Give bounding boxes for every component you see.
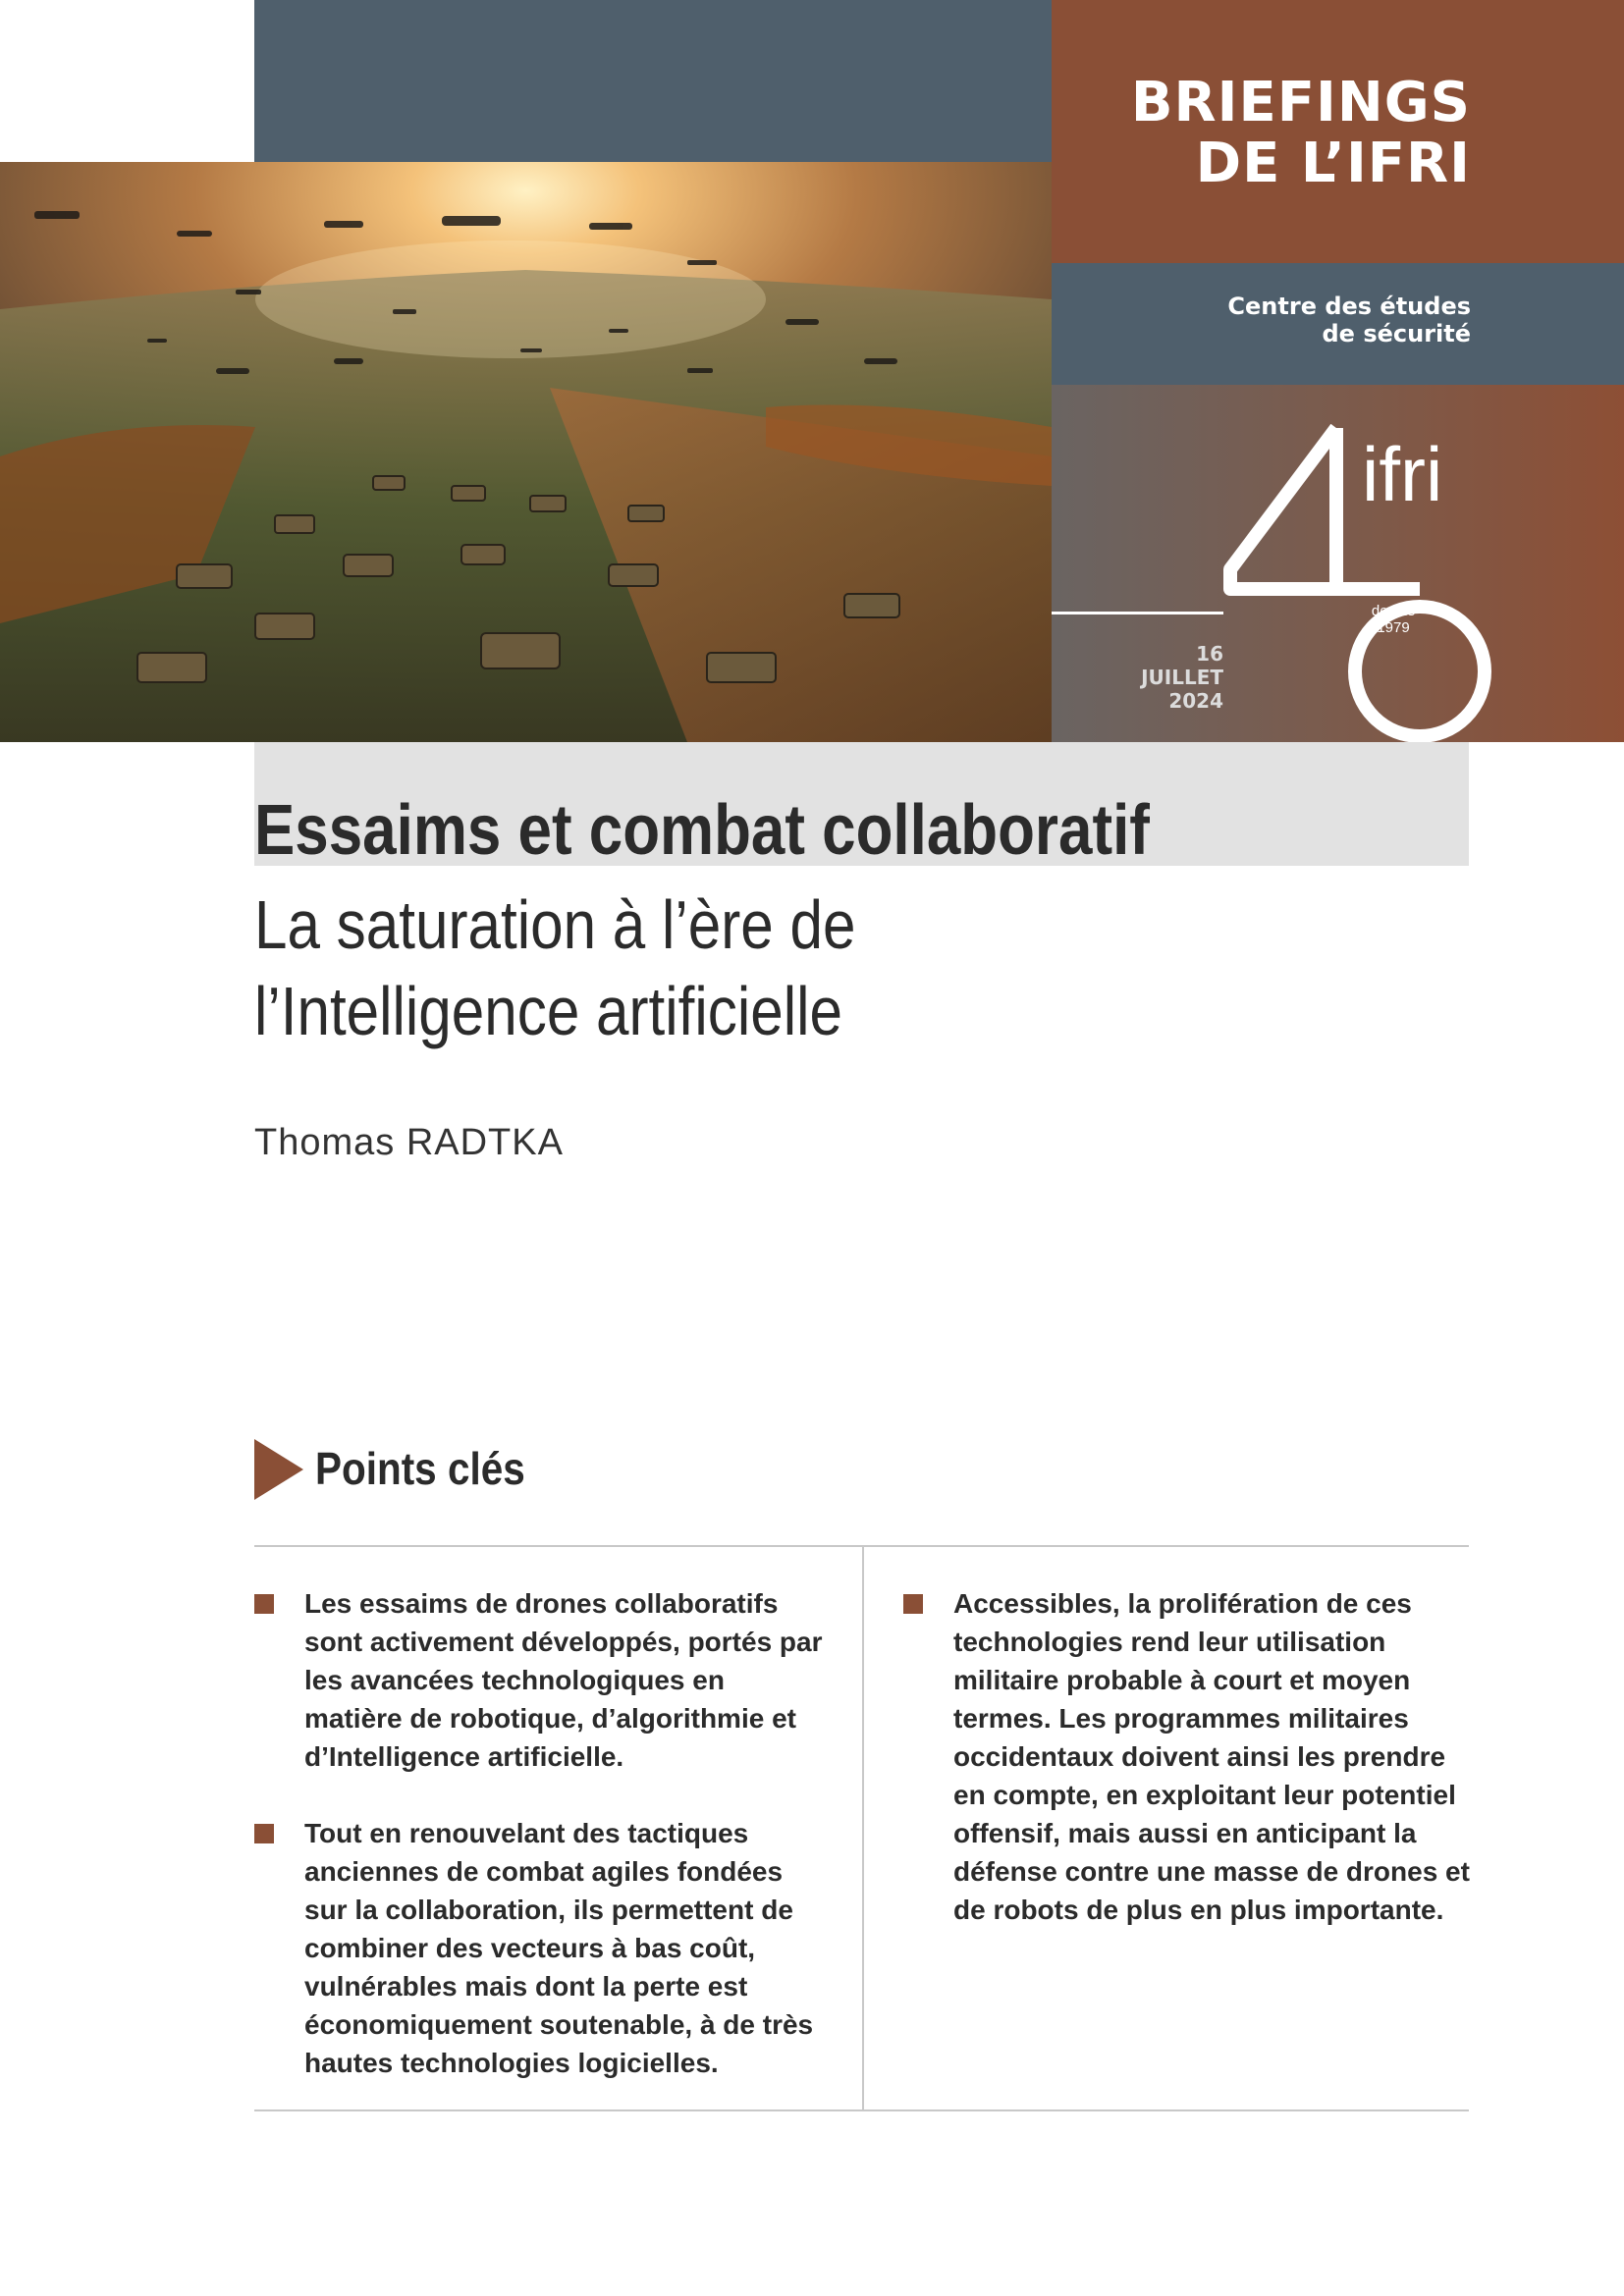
key-point-text: Les essaims de drones collaboratifs sont activement développés, portés par les avancées technologiques en matière de robotique, d’algorithmie et d’Intelligence artificielle. <box>304 1588 823 1772</box>
key-points-right-column <box>903 1584 1483 1967</box>
series-title-line-2: DE L’IFRI <box>1195 132 1471 195</box>
date-rule <box>1052 612 1223 614</box>
author-name: Thomas RADTKA <box>254 1122 564 1163</box>
key-points-left-column <box>254 1584 824 2120</box>
cover-photo-drone-swarm <box>0 162 1052 742</box>
key-point-text: Accessibles, la prolifération de ces technologies rend leur utilisation militaire probable à court et moyen termes. Les programmes militaires occidentaux doivent ainsi les prendre en compte, en exploitant leur potentiel offensif, mais aussi en anticipant la défense contre une masse de drones et de robots de plus en plus importante. <box>953 1588 1470 1925</box>
since-label <box>1354 603 1433 636</box>
research-center-box <box>1052 263 1624 385</box>
header-slate-band <box>254 0 1052 162</box>
square-bullet-icon <box>254 1824 274 1843</box>
research-center-name <box>1227 293 1471 347</box>
key-points-column-divider <box>862 1547 864 2109</box>
since-year: 1979 <box>1377 619 1410 636</box>
key-point-text: Tout en renouvelant des tactiques anciennes de combat agiles fondées sur la collaboration, ils permettent de combiner des vecteurs à bas coût, vulnérables mais dont la perte est économiquement soutenable, à de très hautes technologies logicielles. <box>304 1818 814 2078</box>
series-title <box>1131 73 1471 194</box>
date-month: JUILLET <box>1141 666 1223 689</box>
center-name-line-1: Centre des études <box>1227 293 1471 320</box>
ifri-45-logo <box>1218 424 1543 748</box>
key-point-item <box>254 1814 824 2082</box>
key-points-heading: Points clés <box>315 1443 525 1494</box>
document-title: Essaims et combat collaboratif <box>254 791 1150 870</box>
date-year: 2024 <box>1168 689 1223 713</box>
play-triangle-icon <box>254 1439 303 1500</box>
center-name-line-2: de sécurité <box>1322 320 1471 347</box>
document-subtitle: La saturation à l’ère de l’Intelligence artificielle <box>254 886 856 1049</box>
series-brand-box <box>1052 0 1624 263</box>
series-title-line-1: BRIEFINGS <box>1130 71 1471 134</box>
ifri-logo-text: ifri <box>1362 431 1443 517</box>
anniversary-box <box>1052 385 1624 742</box>
square-bullet-icon <box>254 1594 274 1614</box>
date-day: 16 <box>1196 642 1223 666</box>
since-word: depuis <box>1371 603 1416 619</box>
square-bullet-icon <box>903 1594 923 1614</box>
publication-date <box>1091 642 1223 713</box>
key-point-item <box>903 1584 1483 1929</box>
key-point-item <box>254 1584 824 1776</box>
